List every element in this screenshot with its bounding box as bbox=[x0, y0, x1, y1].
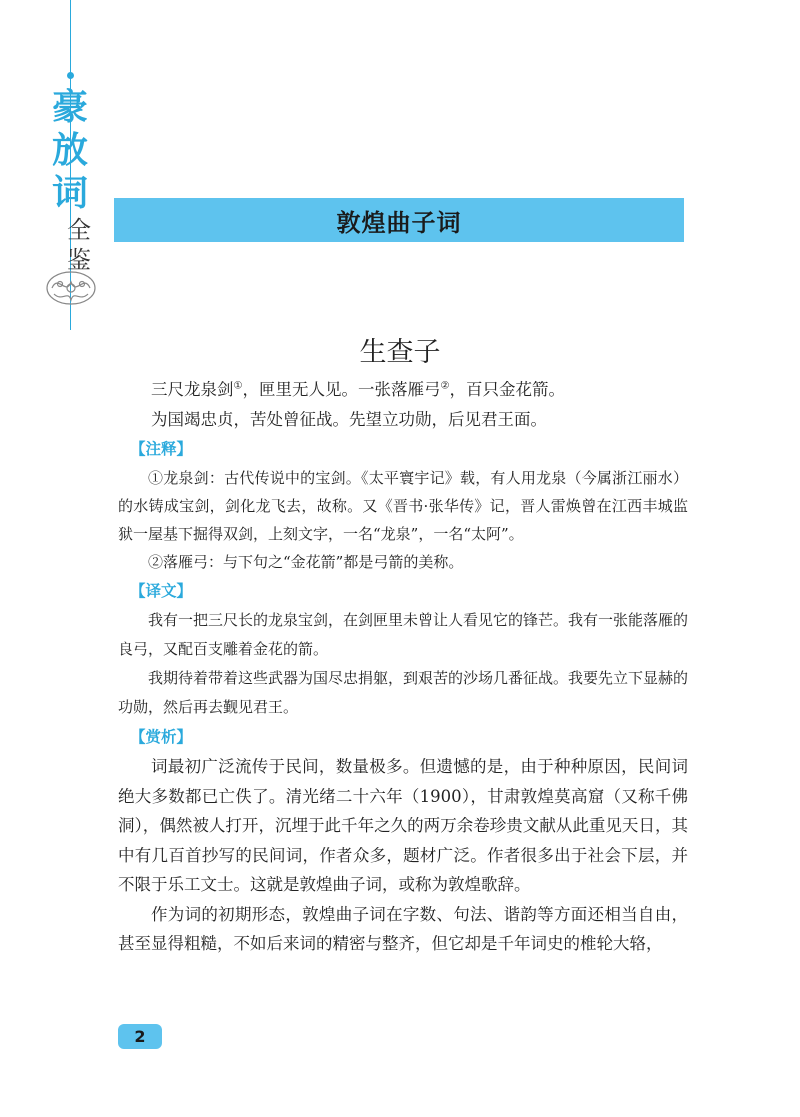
note-2: ②落雁弓：与下句之“金花箭”都是弓箭的美称。 bbox=[148, 553, 464, 571]
appreciation-paragraph-1: 词最初广泛流传于民间，数量极多。但遗憾的是，由于种种原因，民间词绝大多数都已亡佚了。清光绪二十六年（1900），甘肃敦煌莫高窟（又称千佛洞），偶然被人打开，沉埋于此千年之久的两万余卷珍贵文献从此重见天日，其中有几百首抄写的民间词，作者众多，题材广泛。作者很多出于社会下层，并不限于乐工文士。这就是敦煌曲子词，或称为敦煌歌辞。 bbox=[118, 757, 688, 894]
footnote-ref-2: ② bbox=[440, 380, 450, 392]
poem-line-1c: ，百只金花箭。 bbox=[449, 380, 565, 399]
translation-paragraph-1: 我有一把三尺长的龙泉宝剑，在剑匣里未曾让人看见它的锋芒。我有一张能落雁的良弓，又配百支雕着金花的箭。 bbox=[118, 611, 689, 658]
translation-paragraph-2: 我期待着带着这些武器为国尽忠捐躯，到艰苦的沙场几番征战。我要先立下显赫的功勋，然后再去觐见君王。 bbox=[118, 669, 689, 716]
series-char-2: 放 bbox=[51, 129, 88, 171]
series-char-1: 豪 bbox=[51, 86, 88, 128]
poem-line-1b: ，匣里无人见。一张落雁弓 bbox=[242, 380, 441, 399]
poem-title: 生查子 bbox=[359, 337, 441, 368]
translation-label: 【译文】 bbox=[130, 582, 193, 600]
floral-ornament-icon bbox=[44, 268, 98, 308]
poem-line-1a: 三尺龙泉剑 bbox=[151, 380, 234, 399]
chapter-title: 敦煌曲子词 bbox=[336, 207, 462, 237]
chapter-banner bbox=[114, 198, 684, 242]
series-char-5: 鉴 bbox=[67, 246, 91, 274]
main-content bbox=[118, 375, 688, 959]
poem-line-1 bbox=[118, 375, 688, 405]
book-series-title bbox=[44, 86, 96, 275]
side-decor-dot bbox=[67, 72, 74, 79]
series-char-3: 词 bbox=[51, 172, 88, 214]
note-1: ①龙泉剑：古代传说中的宝剑。《太平寰宇记》载，有人用龙泉（今属浙江丽水）的水铸成宝剑，剑化龙飞去，故称。又《晋书·张华传》记，晋人雷焕曾在江西丰城监狱一屋基下掘得双剑，上刻文字，一名“龙泉”，一名“太阿”。 bbox=[118, 469, 688, 543]
poem-line-2: 为国竭忠贞，苦处曾征战。先望立功勋，后见君王面。 bbox=[151, 409, 547, 429]
appreciation-label: 【赏析】 bbox=[130, 728, 193, 746]
appreciation-paragraph-2: 作为词的初期形态，敦煌曲子词在字数、句法、谐韵等方面还相当自由，甚至显得粗糙，不如后来词的精密与整齐，但它却是千年词史的椎轮大辂， bbox=[118, 904, 688, 953]
footnote-ref-1: ① bbox=[233, 380, 243, 392]
notes-label: 【注释】 bbox=[130, 440, 193, 458]
series-char-4: 全 bbox=[67, 216, 91, 244]
page-number: 2 bbox=[118, 1024, 162, 1049]
